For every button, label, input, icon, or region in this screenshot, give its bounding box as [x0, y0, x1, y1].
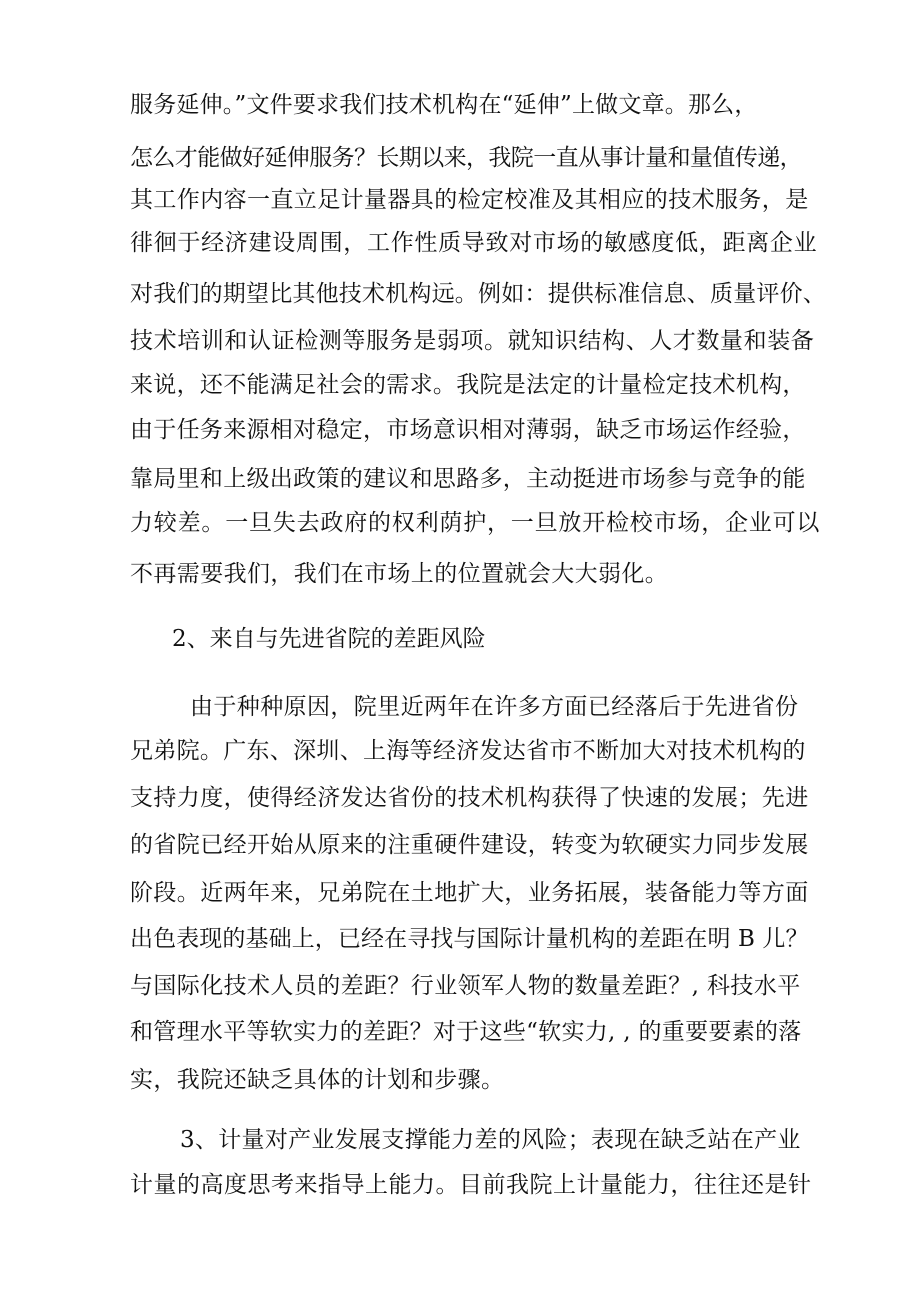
section-heading-2: 2、来自与先进省院的差距风险 [172, 626, 486, 652]
paragraph-2-line-9: 实，我院还缺乏具体的计划和步骤。 [130, 1067, 505, 1093]
paragraph-3-line-1: 3、计量对产业发展支撑能力差的风险；表现在缺乏站在产业 [180, 1127, 801, 1153]
paragraph-1-line-1: 服务延伸。”文件要求我们技术机构在“延伸”上做文章。那么， [130, 92, 758, 118]
paragraph-1-line-9: 靠局里和上级出政策的建议和思路多，主动挺进市场参与竞争的能 [130, 466, 806, 492]
paragraph-1-line-5: 对我们的期望比其他技术机构远。例如：提供标准信息、质量评价、 [130, 281, 826, 307]
paragraph-1-line-6: 技术培训和认证检测等服务是弱项。就知识结构、人才数量和装备 [130, 328, 815, 354]
paragraph-1-line-11: 不再需要我们，我们在市场上的位置就会大大弱化。 [130, 561, 669, 587]
paragraph-1-line-2: 怎么才能做好延伸服务？长期以来，我院一直从事计量和量值传递， [130, 145, 803, 171]
paragraph-2-line-5: 阶段。近两年来，兄弟院在土地扩大，业务拓展，装备能力等方面 [130, 880, 809, 906]
paragraph-2-line-8: 和管理水平等软实力的差距？对于这些“软实力, , 的重要要素的落 [130, 1019, 802, 1045]
paragraph-2-line-7: 与国际化技术人员的差距？行业领军人物的数量差距？, 科技水平 [130, 973, 801, 999]
paragraph-1-line-7: 来说，还不能满足社会的需求。我院是法定的计量检定技术机构， [130, 372, 806, 398]
paragraph-2-line-6: 出色表现的基础上，已经在寻找与国际计量机构的差距在明 B 儿？ [130, 926, 809, 952]
paragraph-1-line-10: 力较差。一旦失去政府的权利荫护，一旦放开检校市场，企业可以 [130, 510, 821, 536]
paragraph-2-line-2: 兄弟院。广东、深圳、上海等经济发达省市不断加大对技术机构的 [130, 738, 806, 764]
paragraph-3-line-2: 计量的高度思考来指导上能力。目前我院上计量能力，往往还是针 [130, 1172, 812, 1198]
paragraph-2-line-4: 的省院已经开始从原来的注重硬件建设，转变为软硬实力同步发展 [130, 832, 809, 858]
paragraph-2-line-1: 由于种种原因，院里近两年在许多方面已经落后于先进省份 [190, 694, 799, 720]
paragraph-2-line-3: 支持力度，使得经济发达省份的技术机构获得了快速的发展；先进 [130, 785, 809, 811]
paragraph-1-line-8: 由于任务来源相对稳定，市场意识相对薄弱，缺乏市场运作经验， [130, 417, 806, 443]
paragraph-1-line-4: 徘徊于经济建设周围，工作性质导致对市场的敏感度低，距离企业 [130, 230, 818, 256]
paragraph-1-line-3: 其工作内容一直立足计量器具的检定校准及其相应的技术服务，是 [130, 187, 809, 213]
